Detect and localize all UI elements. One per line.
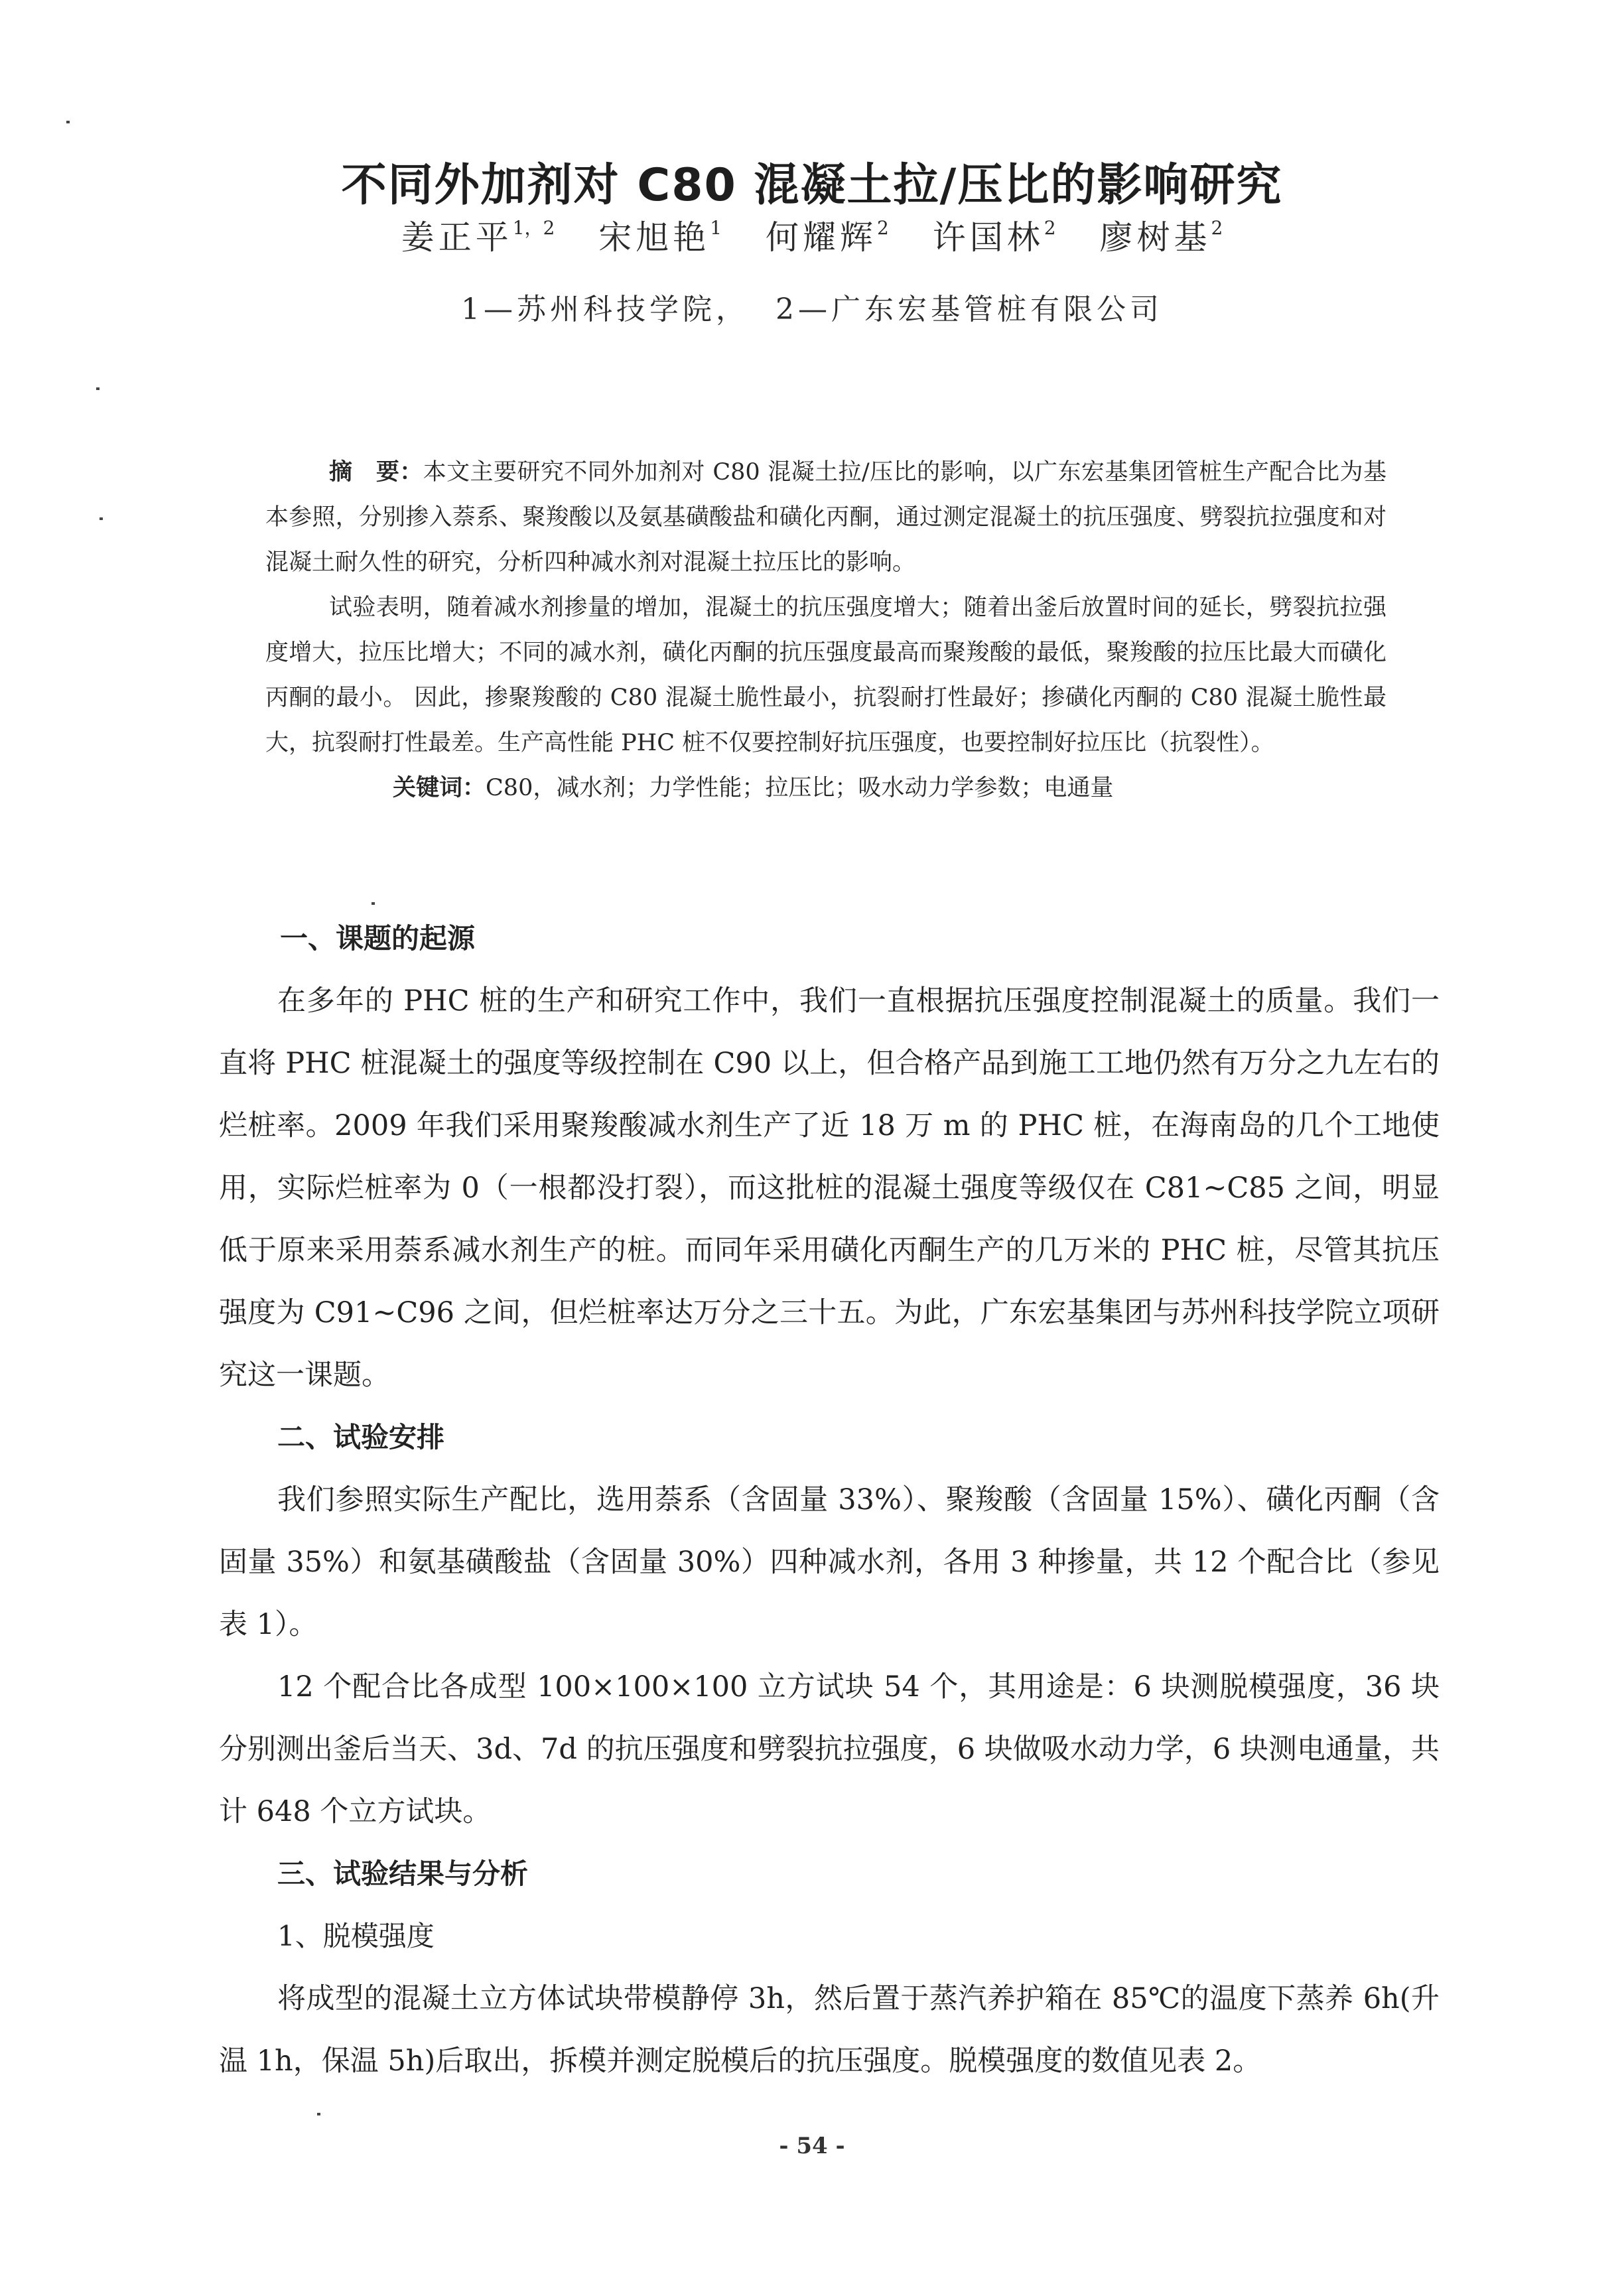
author [598,218,722,257]
paper-title: 不同外加剂对 C80 混凝土拉/压比的影响研究 [341,159,1283,212]
author-affiliation-mark: 1，2 [512,217,555,239]
body-paragraph: 将成型的混凝土立方体试块带模静停 3h，然后置于蒸汽养护箱在 85℃的温度下蒸养 6h(升温 1h，保温 5h)后取出，拆模并测定脱模后的抗压强度。脱模强度的数值见表 2。 [219,1982,1440,2078]
author-affiliation-mark: 2 [1211,217,1223,239]
body-paragraph: 我们参照实际生产配比，选用萘系（含固量 33%）、聚羧酸（含固量 15%）、磺化丙酮（含固量 35%）和氨基磺酸盐（含固量 30%）四种减水剂，各用 3 种掺量，共 12 个配合比（参见表 1）。 [219,1483,1440,1641]
scan-speck [317,2113,320,2115]
affiliations [0,285,1624,328]
author-name: 宋旭艳 [598,218,710,257]
abstract [265,450,1387,811]
body-paragraph: 在多年的 PHC 桩的生产和研究工作中，我们一直根据抗压强度控制混凝土的质量。我们一直将 PHC 桩混凝土的强度等级控制在 C90 以上，但合格产品到施工工地仍然有万分之九左右的烂桩率。2009 年我们采用聚羧酸减水剂生产了近 18 万 m 的 PHC 桩，在海南岛的几个工地使用，实际烂桩率为 0（一根都没打裂），而这批桩的混凝土强度等级仅在 C81~C85 之间，明显低于原来采用萘系减水剂生产的桩。而同年采用磺化丙酮生产的几万米的 PHC 桩，尽管其抗压强度为 C91~C96 之间，但烂桩率达万分之三十五。为此，广东宏基集团与苏州科技学院立项研究这一课题。 [219,984,1440,1392]
author-list [0,211,1624,259]
author-name: 许国林 [932,218,1044,257]
scan-speck [96,387,100,390]
scan-speck [100,517,103,520]
abstract-paragraph [265,450,1387,585]
abstract-paragraph: 试验表明，随着减水剂掺量的增加，混凝土的抗压强度增大；随着出釜后放置时间的延长，劈裂抗拉强度增大，拉压比增大；不同的减水剂，磺化丙酮的抗压强度最高而聚羧酸的最低，聚羧酸的拉压比最大而磺化丙酮的最小。 因此，掺聚羧酸的 C80 混凝土脆性最小，抗裂耐打性最好；掺磺化丙酮的 C80 混凝土脆性最大，抗裂耐打性最差。生产高性能 PHC 桩不仅要控制好抗压强度，也要控制好拉压比（抗裂性）。 [265,594,1387,756]
keywords [265,766,1387,811]
keywords-label: 关键词： [393,775,486,801]
author-affiliation-mark: 2 [876,217,889,239]
abstract-text: 本文主要研究不同外加剂对 C80 混凝土拉/压比的影响，以广东宏基集团管桩生产配合比为基本参照，分别掺入萘系、聚羧酸以及氨基磺酸盐和磺化丙酮，通过测定混凝土的抗压强度、劈裂抗拉强度和对混凝土耐久性的研究，分析四种减水剂对混凝土拉压比的影响。 [265,459,1387,576]
affiliation: 1—苏州科技学院， [461,293,749,326]
page-number: - 54 - [779,2133,845,2159]
scan-speck [372,902,375,905]
keywords-text: C80，减水剂；力学性能；拉压比；吸水动力学参数；电通量 [486,775,1114,801]
author [1099,218,1223,257]
author [401,218,555,257]
subsection-heading: 1、脱模强度 [277,1920,435,1952]
author [766,218,889,257]
author [933,218,1056,257]
author-name: 姜正平 [401,218,513,257]
main-body [219,907,1440,2092]
body-paragraph: 12 个配合比各成型 100×100×100 立方试块 54 个，其用途是：6 块测脱模强度，36 块分别测出釜后当天、3d、7d 的抗压强度和劈裂抗拉强度，6 块做吸水动力学，6 块测电通量，共计 648 个立方试块。 [219,1670,1440,1828]
author-name: 何耀辉 [765,218,877,257]
scan-speck [66,121,70,123]
author-name: 廖树基 [1099,218,1211,257]
affiliation: 2—广东宏基管桩有限公司 [776,293,1163,326]
section-heading: 二、试验安排 [277,1421,445,1453]
author-affiliation-mark: 2 [1044,217,1056,239]
author-affiliation-mark: 1 [710,217,722,239]
abstract-label: 摘 要： [329,459,423,486]
section-heading: 三、试验结果与分析 [277,1857,529,1890]
section-heading: 一、课题的起源 [280,922,476,955]
